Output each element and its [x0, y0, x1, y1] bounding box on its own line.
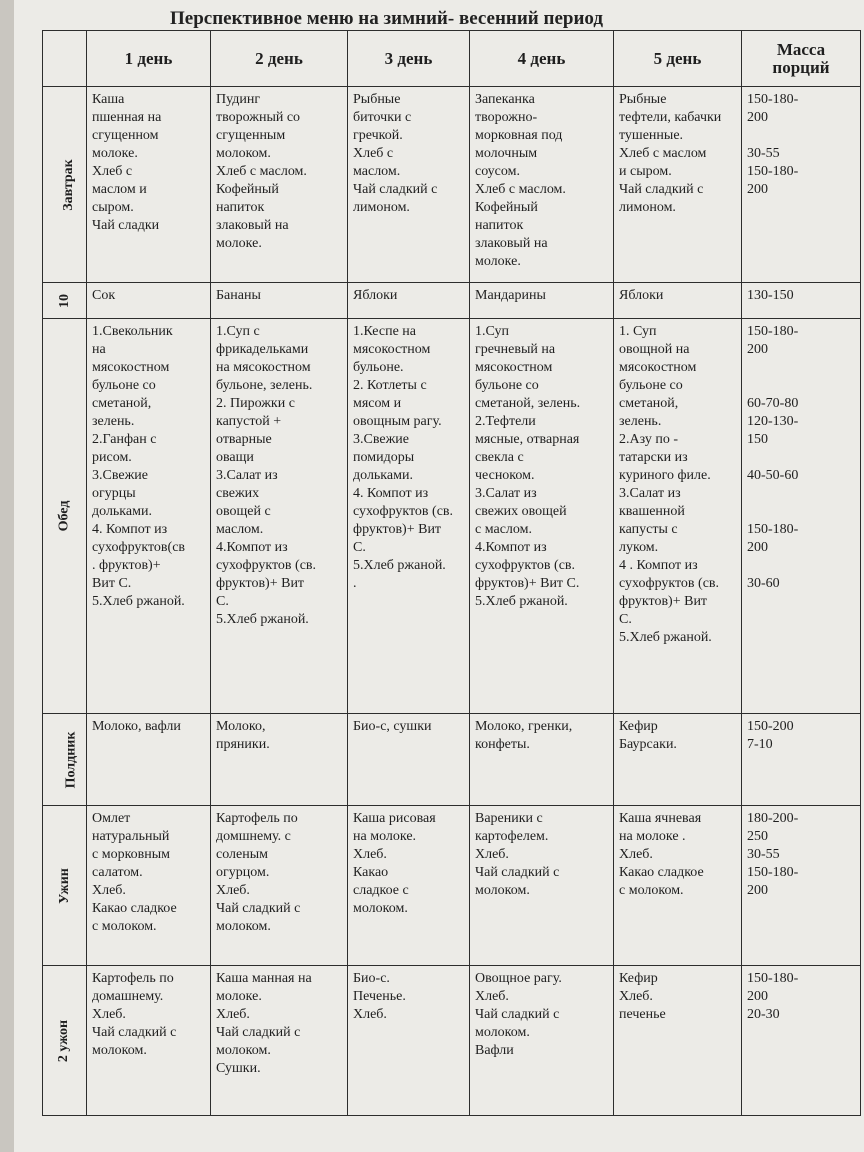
day-header: 4 день	[470, 31, 614, 87]
menu-cell: Вареники с картофелем. Хлеб. Чай сладкий с молоком.	[470, 806, 614, 966]
menu-cell: Овощное рагу. Хлеб. Чай сладкий с молоком. Вафли	[470, 966, 614, 1116]
menu-cell: Бананы	[211, 283, 348, 319]
menu-cell: Каша пшенная на сгущенном молоке. Хлеб с маслом и сыром. Чай сладки	[87, 87, 211, 283]
menu-cell: Картофель по домшнему. с соленым огурцом. Хлеб. Чай сладкий с молоком.	[211, 806, 348, 966]
meal-label: Полдник	[43, 714, 87, 806]
menu-cell: Каша ячневая на молоке . Хлеб. Какао сладкое с молоком.	[614, 806, 742, 966]
menu-cell: Молоко, вафли	[87, 714, 211, 806]
meal-label: Ужин	[43, 806, 87, 966]
meal-label: Обед	[43, 319, 87, 714]
mass-cell: 150-180- 200 60-70-80 120-130- 150 40-50-60 150-180- 200 30-60	[742, 319, 861, 714]
mass-cell: 130-150	[742, 283, 861, 319]
menu-table	[42, 30, 861, 1116]
menu-cell: Био-с, сушки	[348, 714, 470, 806]
table-row	[43, 319, 861, 714]
table-row	[43, 87, 861, 283]
menu-cell: Каша рисовая на молоке. Хлеб. Какао сладкое с молоком.	[348, 806, 470, 966]
table-row	[43, 806, 861, 966]
mass-cell: 180-200- 250 30-55 150-180- 200	[742, 806, 861, 966]
menu-cell: 1.Кеспе на мясокостном бульоне. 2. Котлеты с мясом и овощным рагу. 3.Свежие помидоры дольками. 4. Компот из сухофруктов (св. фруктов)+ Вит С. 5.Хлеб ржаной. .	[348, 319, 470, 714]
mass-cell: 150-180- 200 30-55 150-180- 200	[742, 87, 861, 283]
menu-cell: Сок	[87, 283, 211, 319]
table-row	[43, 714, 861, 806]
menu-cell: 1.Свекольник на мясокостном бульоне со сметаной, зелень. 2.Ганфан с рисом. 3.Свежие огурцы дольками. 4. Компот из сухофруктов(св . фруктов)+ Вит С. 5.Хлеб ржаной.	[87, 319, 211, 714]
menu-cell: Омлет натуральный с морковным салатом. Хлеб. Какао сладкое с молоком.	[87, 806, 211, 966]
meal-label: 2 ужон	[43, 966, 87, 1116]
menu-cell: 1.Суп с фрикадельками на мясокостном бульоне, зелень. 2. Пирожки с капустой + отварные оващи 3.Салат из свежих овощей с маслом. 4.Компот из сухофруктов (св. фруктов)+ Вит С. 5.Хлеб ржаной.	[211, 319, 348, 714]
table-row	[43, 283, 861, 319]
menu-cell: Кефир Баурсаки.	[614, 714, 742, 806]
day-header: 3 день	[348, 31, 470, 87]
menu-cell: Пудинг творожный со сгущенным молоком. Хлеб с маслом. Кофейный напиток злаковый на молоке.	[211, 87, 348, 283]
menu-cell: Каша манная на молоке. Хлеб. Чай сладкий с молоком. Сушки.	[211, 966, 348, 1116]
menu-cell: 1.Суп гречневый на мясокостном бульоне со сметаной, зелень. 2.Тефтели мясные, отварная свекла с чесноком. 3.Салат из свежих овощей с маслом. 4.Компот из сухофруктов (св. фруктов)+ Вит С. 5.Хлеб ржаной.	[470, 319, 614, 714]
mass-cell: 150-180- 200 20-30	[742, 966, 861, 1116]
day-header: 1 день	[87, 31, 211, 87]
page-title: Перспективное меню на зимний- весенний период	[170, 8, 603, 29]
menu-cell: 1. Суп овощной на мясокостном бульоне со сметаной, зелень. 2.Азу по - татарски из куриного филе. 3.Салат из квашенной капусты с луком. 4 . Компот из сухофруктов (св. фруктов)+ Вит С. 5.Хлеб ржаной.	[614, 319, 742, 714]
corner-cell	[43, 31, 87, 87]
day-header: 2 день	[211, 31, 348, 87]
menu-cell: Яблоки	[348, 283, 470, 319]
menu-cell: Запеканка творожно- морковная под молочным соусом. Хлеб с маслом. Кофейный напиток злаковый на молоке.	[470, 87, 614, 283]
table-row	[43, 966, 861, 1116]
menu-cell: Кефир Хлеб. печенье	[614, 966, 742, 1116]
mass-header: Масса порций	[742, 31, 861, 87]
meal-label: Завтрак	[43, 87, 87, 283]
mass-cell: 150-200 7-10	[742, 714, 861, 806]
menu-cell: Яблоки	[614, 283, 742, 319]
menu-cell: Био-с. Печенье. Хлеб.	[348, 966, 470, 1116]
menu-cell: Мандарины	[470, 283, 614, 319]
day-header: 5 день	[614, 31, 742, 87]
menu-cell: Рыбные биточки с гречкой. Хлеб с маслом. Чай сладкий с лимоном.	[348, 87, 470, 283]
menu-cell: Молоко, гренки, конфеты.	[470, 714, 614, 806]
menu-cell: Молоко, пряники.	[211, 714, 348, 806]
menu-cell: Картофель по домашнему. Хлеб. Чай сладкий с молоком.	[87, 966, 211, 1116]
header-row	[43, 31, 861, 87]
meal-label: 10	[43, 283, 87, 319]
menu-cell: Рыбные тефтели, кабачки тушенные. Хлеб с маслом и сыром. Чай сладкий с лимоном.	[614, 87, 742, 283]
